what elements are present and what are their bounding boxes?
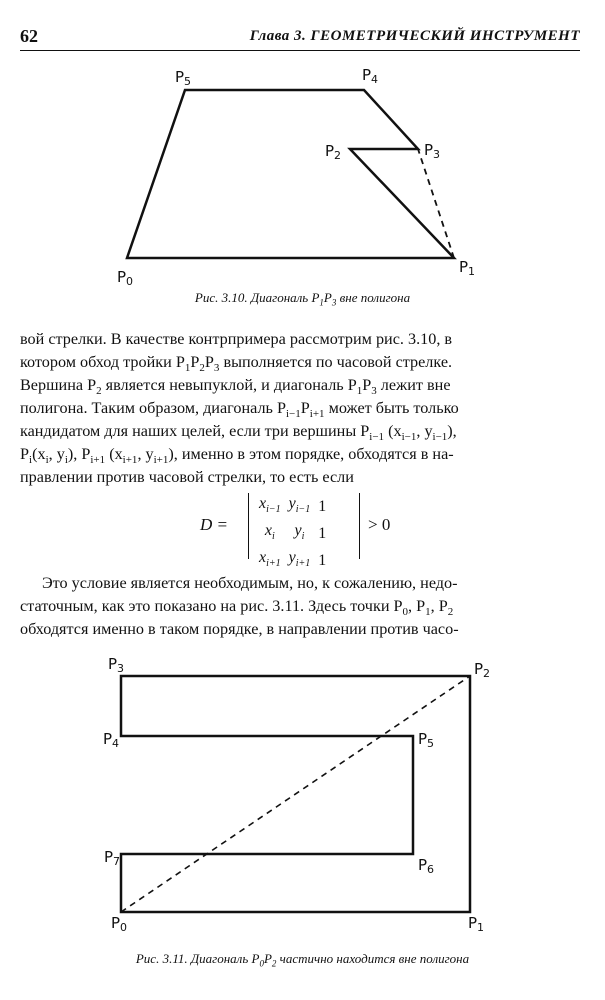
determinant-matrix xyxy=(248,493,360,570)
text-line: Это условие является необходимым, но, к сожалению, недо- xyxy=(42,574,458,592)
vertex-label-p4: $P_4$ xyxy=(362,66,379,86)
matrix-row: $x_{i+1}$ $y_{i+1}$ 1 xyxy=(259,549,327,570)
text-line: $P_i(x_i$, $y_i$), $P_{i+1}$ ($x_{i+1}$, $y_{i+1}$), именно в этом порядке, обходятся в на- xyxy=(20,445,454,467)
figure-3-11 xyxy=(0,650,605,950)
vertex-label-p5: $P_5$ xyxy=(418,730,435,750)
vertex-label-p0: $P_0$ xyxy=(117,268,134,288)
formula-lhs: D = xyxy=(200,515,228,534)
vertex-label-p4: $P_4$ xyxy=(103,730,120,750)
vertex-label-p3: $P_3$ xyxy=(108,655,125,675)
formula-rhs: > 0 xyxy=(368,515,391,534)
text-line: статочным, как это показано на рис. 3.11. Здесь точки $P_0$, $P_1$, $P_2$ xyxy=(20,597,454,619)
header-rule xyxy=(20,50,580,51)
figure-3-11-caption: Рис. 3.11. Диагональ $P_0P_2$ частично находится вне полигона xyxy=(135,951,470,969)
chapter-title: Глава 3. ГЕОМЕТРИЧЕСКИЙ ИНСТРУМЕНТ xyxy=(249,28,580,44)
vertex-label-p2: $P_2$ xyxy=(325,142,342,162)
vertex-label-p1: $P_1$ xyxy=(459,258,476,278)
vertex-label-p1: $P_1$ xyxy=(468,914,485,934)
determinant-formula xyxy=(200,493,420,570)
polygon-outline xyxy=(127,90,454,258)
figure-3-10-caption: Рис. 3.10. Диагональ $P_1P_3$ вне полигона xyxy=(194,290,411,308)
vertex-label-p2: $P_2$ xyxy=(474,660,491,680)
figure-3-10 xyxy=(0,60,605,290)
vertex-label-p0: $P_0$ xyxy=(111,914,128,934)
vertex-label-p6: $P_6$ xyxy=(418,856,435,876)
text-line: правлении против часовой стрелки, то есть если xyxy=(20,468,354,486)
text-line: котором обход тройки $P_1P_2P_3$ выполняется по часовой стрелке. xyxy=(20,353,453,375)
diagonal-p1-p3 xyxy=(418,149,454,258)
text-line: Вершина $P_2$ является невыпуклой, и диагональ $P_1P_3$ лежит вне xyxy=(20,376,451,398)
paragraph-2 xyxy=(20,572,582,641)
page-number: 62 xyxy=(20,26,38,46)
vertex-label-p5: $P_5$ xyxy=(175,68,192,88)
text-line: кандидатом для наших целей, если три вершины $P_{i-1}$ ($x_{i-1}$, $y_{i-1}$), xyxy=(20,422,457,444)
paragraph-1 xyxy=(20,328,582,489)
page-header xyxy=(20,26,580,54)
matrix-row: $x_i$ $y_i$ 1 xyxy=(264,522,327,543)
diagonal-p0-p2 xyxy=(121,676,470,912)
text-line: вой стрелки. В качестве контрпримера рассмотрим рис. 3.10, в xyxy=(20,330,453,348)
matrix-row: $x_{i-1}$ $y_{i-1}$ 1 xyxy=(259,495,327,516)
vertex-label-p7: $P_7$ xyxy=(104,848,121,868)
text-line: обходятся именно в таком порядке, в направлении против часо- xyxy=(20,620,459,638)
text-line: полигона. Таким образом, диагональ $P_{i-1}P_{i+1}$ может быть только xyxy=(20,399,459,421)
vertex-label-p3: $P_3$ xyxy=(424,141,441,161)
